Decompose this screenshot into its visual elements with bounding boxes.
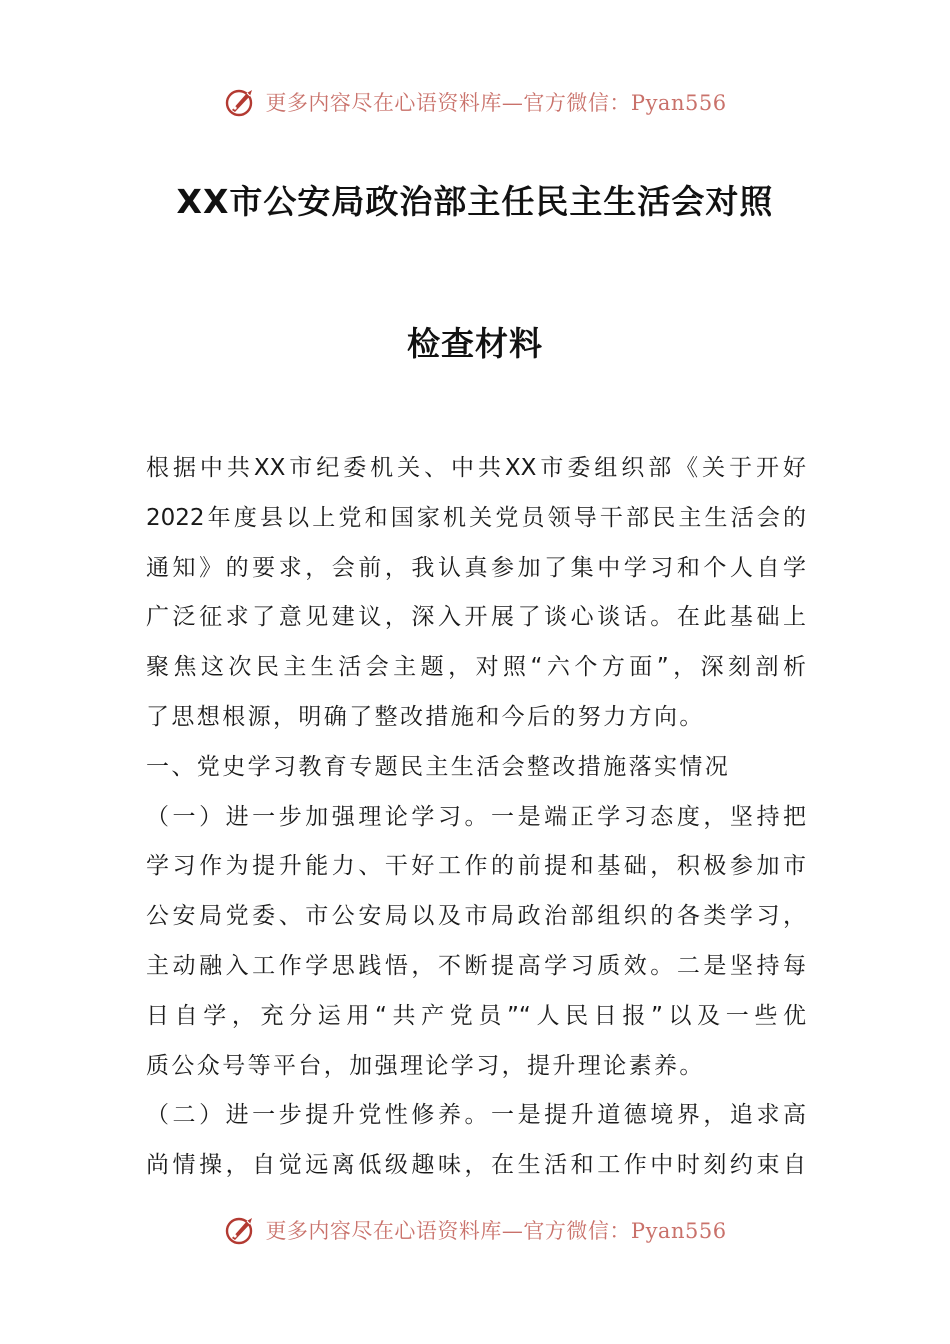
body-line: 日自学，充分运用“共产党员”“人民日报”以及一些优 xyxy=(146,1002,806,1029)
body-line: 广泛征求了意见建议，深入开展了谈心谈话。在此基础上 xyxy=(146,604,806,631)
body-line: （一）进一步加强理论学习。一是端正学习态度，坚持把 xyxy=(146,803,806,830)
document-title-line-1: XX市公安局政治部主任民主生活会对照 xyxy=(176,182,774,221)
body-line: 通知》的要求，会前，我认真参加了集中学习和个人自学 xyxy=(146,554,806,581)
pen-nib-logo-icon xyxy=(223,1212,259,1248)
watermark-banner-bottom xyxy=(0,1208,950,1252)
body-line: 质公众号等平台，加强理论学习，提升理论素养。 xyxy=(146,1052,705,1079)
watermark-text: 更多内容尽在心语资料库—官方微信：Pyan556 xyxy=(265,91,727,115)
body-line: 了思想根源，明确了整改措施和今后的努力方向。 xyxy=(146,703,705,730)
body-line: 2022年度县以上党和国家机关党员领导干部民主生活会的 xyxy=(146,504,806,531)
watermark-text: 更多内容尽在心语资料库—官方微信：Pyan556 xyxy=(265,1219,727,1243)
document-body xyxy=(146,448,806,1195)
body-line: 尚情操，自觉远离低级趣味，在生活和工作中时刻约束自 xyxy=(146,1152,806,1179)
document-title-line-2: 检查材料 xyxy=(407,324,543,363)
body-line: 主动融入工作学思践悟，不断提高学习质效。二是坚持每 xyxy=(146,952,806,979)
body-line: 根据中共XX市纪委机关、中共XX市委组织部《关于开好 xyxy=(146,455,806,481)
section-heading: 一、党史学习教育专题民主生活会整改措施落实情况 xyxy=(146,753,731,780)
body-line: （二）进一步提升党性修养。一是提升道德境界，追求高 xyxy=(146,1102,806,1129)
watermark-banner-top xyxy=(0,80,950,124)
body-line: 学习作为提升能力、干好工作的前提和基础，积极参加市 xyxy=(146,853,806,880)
body-line: 聚焦这次民主生活会主题，对照“六个方面”，深刻剖析 xyxy=(146,654,806,681)
pen-nib-logo-icon xyxy=(223,84,259,120)
body-line: 公安局党委、市公安局以及市局政治部组织的各类学习， xyxy=(146,903,806,930)
